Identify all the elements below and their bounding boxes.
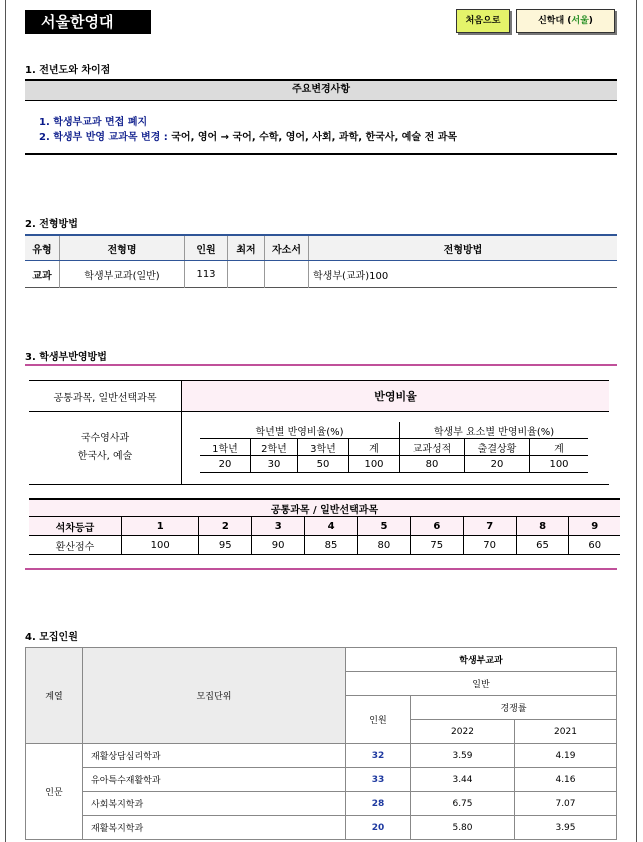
section-4-title: 4. 모집인원 — [25, 632, 78, 643]
table-row: 인문 재활상담심리학과 32 3.59 4.19 — [26, 744, 617, 768]
grade-score-table: 공통과목 / 일반선택과목 석차등급 1 2 3 4 5 6 7 8 9 환산점수 100 95 90 85 80 75 70 65 60 — [29, 498, 620, 555]
col-minimum: 최저 — [228, 235, 265, 261]
type-header: 학생부교과 — [346, 648, 617, 672]
grade-ratio-group: 학년별 반영비율(%) — [200, 422, 400, 439]
col-essay: 자소서 — [265, 235, 309, 261]
competition-header: 경쟁률 — [411, 696, 617, 720]
col-type: 유형 — [25, 235, 60, 261]
field-header: 계열 — [26, 648, 83, 744]
ratio-label: 반영비율 — [182, 381, 610, 412]
score-caption: 공통과목 / 일반선택과목 — [29, 499, 620, 517]
section-2-title: 2. 전형방법 — [25, 219, 78, 230]
recruitment-table — [25, 647, 617, 840]
year-2022-header: 2022 — [411, 720, 515, 744]
col-count: 인원 — [185, 235, 228, 261]
general-header: 일반 — [346, 672, 617, 696]
change-line-1: 1. 학생부교과 면접 폐지 — [39, 117, 148, 128]
element-ratio-group: 학생부 요소별 반영비율(%) — [400, 422, 589, 439]
section-3-title: 3. 학생부반영방법 — [25, 352, 107, 363]
rank-label: 석차등급 — [29, 517, 122, 536]
ratio-detail-table: 학년별 반영비율(%) 학생부 요소별 반영비율(%) 1학년 2학년 3학년 계 교과성적 출결상황 계 20 30 50 100 80 20 100 — [200, 422, 588, 473]
table-row: 사회복지학과 28 6.75 7.07 — [26, 792, 617, 816]
table-row: 재활복지학과 20 5.80 3.95 — [26, 816, 617, 840]
changes-box-body — [25, 101, 617, 155]
theology-seoul-button[interactable]: 신학대 (서울) — [516, 9, 615, 33]
score-label: 환산점수 — [29, 536, 122, 555]
table-row: 유아특수재활학과 33 3.44 4.16 — [26, 768, 617, 792]
col-method: 전형방법 — [309, 235, 618, 261]
first-page-button[interactable]: 처음으로 — [456, 9, 510, 33]
table-row: 교과 학생부교과(일반) 113 학생부(교과)100 — [25, 261, 617, 288]
unit-header: 모집단위 — [83, 648, 346, 744]
subjects-cell: 국수영사과 한국사, 예술 — [29, 412, 182, 485]
changes-box — [25, 79, 617, 155]
university-title: 서울한영대 — [25, 10, 151, 34]
col-name: 전형명 — [60, 235, 185, 261]
admission-method-table — [25, 234, 617, 288]
changes-box-title: 주요변경사항 — [25, 79, 617, 101]
change-line-2: 2. 학생부 반영 교과목 변경 : 국어, 영어 → 국어, 수학, 영어, 사회, 과학, 한국사, 예술 전 과목 — [39, 132, 458, 143]
divider — [25, 364, 617, 366]
subjects-label: 공통과목, 일반선택과목 — [29, 381, 182, 412]
divider — [25, 568, 617, 570]
count-header: 인원 — [346, 696, 411, 744]
section-1-title: 1. 전년도와 차이점 — [25, 65, 111, 76]
field-cell: 인문 — [26, 744, 83, 840]
year-2021-header: 2021 — [515, 720, 617, 744]
